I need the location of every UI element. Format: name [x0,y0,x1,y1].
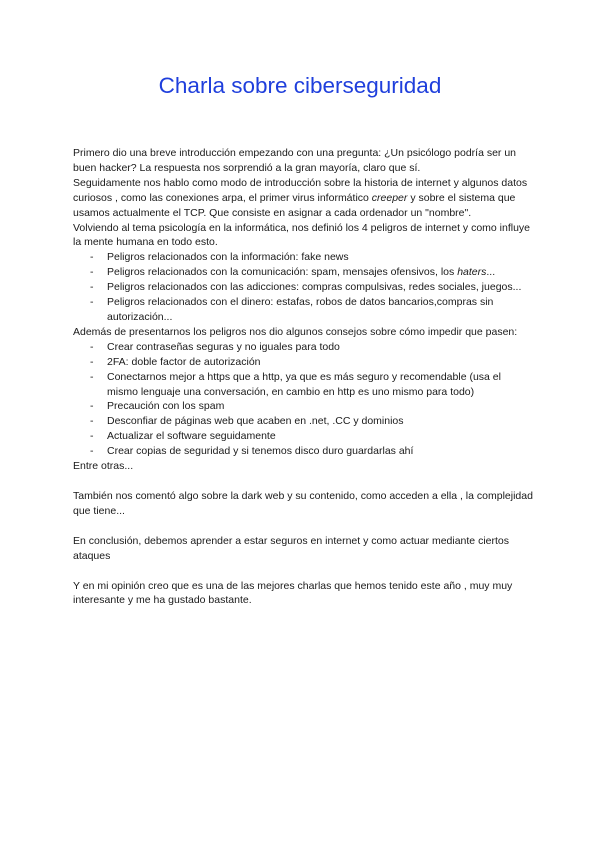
list-item: - 2FA: doble factor de autorización [107,355,533,370]
list-item-suffix: ... [486,266,496,279]
list-item: - Peligros relacionados con las adicciones: compras compulsivas, redes sociales, juegos... [107,280,533,295]
history-text-end: y sobre el sistema que usamos actualmente el TCP. Que consiste en asignar a cada ordenador un "nombre". [73,191,516,219]
intro-paragraph: Primero dio una breve introducción empezando con una pregunta: ¿Un psicólogo podría ser un buen hacker? La respuesta nos sorprendió a la gran mayoría, claro que sí. [73,147,517,174]
list-item: - Peligros relacionados con el dinero: estafas, robos de datos bancarios,compras sin autorización... [107,295,533,325]
darkweb-paragraph: También nos comentó algo sobre la dark web y su contenido, como acceden a ella , la complejidad que tiene... [73,489,533,517]
advice-list [73,340,533,459]
list-item: - Crear contraseñas seguras y no iguales para todo [107,340,533,355]
opinion-paragraph: Y en mi opinión creo que es una de las mejores charlas que hemos tenido este año , muy muy interesante y me ha gustado bastante. [73,579,513,607]
page-title: Charla sobre ciberseguridad [158,73,442,98]
dangers-list [73,250,533,325]
advice-intro: Además de presentarnos los peligros nos dio algunos consejos sobre cómo impedir que pasen: [73,325,518,338]
others-text: Entre otras... [73,460,134,473]
creeper-term: creeper [371,191,408,204]
spacer [73,564,533,579]
spacer [73,519,533,534]
list-item: - Peligros relacionados con la información: fake news [107,250,533,265]
list-item: - Desconfiar de páginas web que acaben en .net, .CC y dominios [107,414,533,429]
document-body [73,146,533,608]
list-item: - Crear copias de seguridad y si tenemos disco duro guardarlas ahí [107,444,533,459]
list-item: - Actualizar el software seguidamente [107,429,533,444]
psychology-paragraph: Volviendo al tema psicología en la informática, nos definió los 4 peligros de internet y como influye la mente humana en todo esto. [73,221,531,249]
list-item-text: Peligros relacionados con la comunicación: spam, mensajes ofensivos, los [107,266,458,279]
list-item [107,265,533,280]
list-item: - Conectarnos mejor a https que a http, ya que es más seguro y recomendable (usa el mismo lenguaje una conversación, en cambio en http es uno mismo para todo) [107,370,533,400]
history-paragraph [73,176,533,221]
conclusion-paragraph: En conclusión, debemos aprender a estar seguros en internet y como actuar mediante ciertos ataques [73,534,509,562]
spacer [73,474,533,489]
list-item: - Precaución con los spam [107,399,533,414]
history-text-start: Seguidamente nos hablo como modo de introducción sobre la historia de internet y algunos datos curiosos , como las conexiones arpa, el primer virus informático [73,176,528,204]
haters-term: haters [457,266,487,279]
